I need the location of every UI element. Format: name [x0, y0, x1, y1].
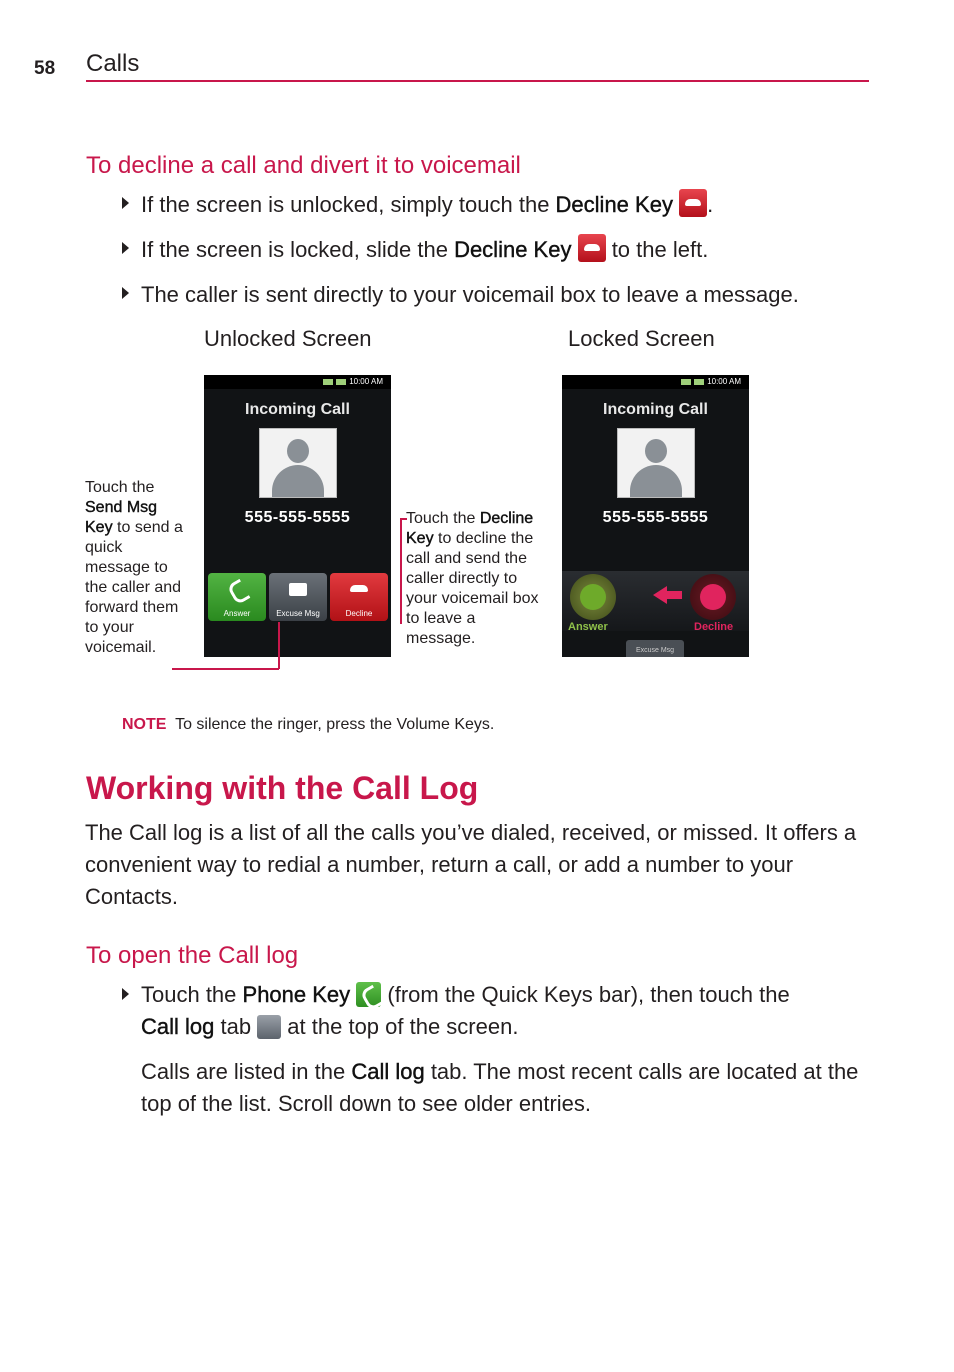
unlocked-screen-screenshot [204, 375, 391, 657]
callout-decline [406, 509, 548, 649]
open-call-log-step [141, 979, 871, 1043]
battery-icon [694, 379, 704, 385]
bullet-arrow-icon [122, 988, 129, 1000]
callout-left-pre: Touch the [85, 479, 155, 496]
step-text-4: at the top of the screen. [281, 1014, 519, 1039]
bullet-2-text: If the screen is locked, slide the [141, 237, 455, 262]
figure-title-locked: Locked Screen [568, 326, 715, 351]
note [122, 716, 494, 734]
caller-number: 555-555-5555 [244, 509, 351, 526]
bullet-3: The caller is sent directly to your voicemail box to leave a message. [141, 282, 799, 307]
incoming-call-label: Incoming Call [245, 401, 350, 418]
page-number: 58 [34, 58, 56, 79]
call-log-tab-icon [257, 1015, 281, 1039]
hang-up-icon [349, 581, 369, 601]
status-time: 10:00 AM [349, 377, 383, 386]
phone-icon [227, 581, 247, 601]
chapter-title: Calls [86, 50, 140, 77]
status-time: 10:00 AM [707, 377, 741, 386]
decline-slider-handle[interactable] [690, 574, 736, 620]
contact-avatar-icon [259, 428, 337, 498]
answer-button[interactable] [208, 573, 266, 621]
call-log-intro: The Call log is a list of all the calls you’ve dialed, received, or missed. It offers a convenient way to redial a number, return a call, or add a number to your Contacts. [85, 820, 857, 909]
slide-left-arrow-stem [666, 591, 682, 599]
status-bar [204, 375, 391, 389]
call-log-term: Call log [141, 1014, 215, 1039]
section-heading-decline: To decline a call and divert it to voicemail [86, 152, 521, 179]
figure-title-unlocked: Unlocked Screen [204, 326, 372, 351]
bullet-2 [141, 234, 708, 266]
step-text-1: Touch the [141, 982, 243, 1007]
section-heading-open-call-log: To open the Call log [86, 942, 299, 969]
locked-screen-screenshot [562, 375, 749, 657]
decline-label: Decline [345, 609, 373, 618]
decline-button[interactable] [330, 573, 388, 621]
message-icon [289, 583, 307, 596]
phone-icon [580, 584, 606, 610]
excuse-msg-tab[interactable]: Excuse Msg [626, 640, 684, 657]
step-text-3: tab [214, 1014, 258, 1039]
answer-label: Answer [223, 609, 251, 618]
note-text: To silence the ringer, press the Volume Keys. [175, 716, 495, 733]
answer-label: Answer [568, 621, 608, 633]
callout-send-msg [85, 478, 185, 658]
bullet-arrow-icon [122, 197, 129, 209]
decline-key-icon [578, 234, 606, 262]
desc-text-2: tab. The most recent calls are located at the top of the list. Scroll down to see older entries. [141, 1059, 859, 1116]
callout-line-left [172, 668, 279, 670]
phone-key-icon [356, 982, 381, 1007]
callout-right-pre: Touch the [406, 510, 476, 527]
header-rule [86, 80, 869, 82]
section-heading-call-log: Working with the Call Log [86, 770, 479, 806]
callout-left-post: to send a quick message to the caller and forward them to your voicemail. [85, 519, 183, 656]
signal-icon [681, 379, 691, 385]
callout-line-left-vertical [278, 622, 280, 669]
send-msg-key-term: Send Msg Key [85, 499, 158, 536]
call-log-term: Call log [351, 1059, 425, 1084]
slide-left-arrow-icon [653, 586, 667, 604]
status-bar [562, 375, 749, 389]
bullet-1-text: If the screen is unlocked, simply touch the [141, 192, 556, 217]
call-log-description [141, 1056, 876, 1120]
decline-label: Decline [694, 621, 734, 633]
decline-key-icon [679, 189, 707, 217]
decline-key-term: Decline Key [406, 510, 534, 547]
bullet-1-end: . [707, 192, 714, 217]
step-text-2: (from the Quick Keys bar), then touch the [381, 982, 790, 1007]
caller-number: 555-555-5555 [602, 509, 709, 526]
battery-icon [336, 379, 346, 385]
callout-bracket [400, 518, 402, 624]
desc-text-1: Calls are listed in the [141, 1059, 352, 1084]
signal-icon [323, 379, 333, 385]
callout-right-post: to decline the call and send the caller directly to your voicemail box to leave a message. [406, 530, 539, 647]
phone-key-term: Phone Key [242, 982, 351, 1007]
excuse-msg-label: Excuse Msg [276, 609, 320, 618]
contact-avatar-icon [617, 428, 695, 498]
bullet-1 [141, 189, 713, 221]
hang-up-icon [700, 584, 726, 610]
bullet-arrow-icon [122, 287, 129, 299]
decline-key-term: Decline Key [555, 192, 673, 217]
bullet-arrow-icon [122, 242, 129, 254]
answer-slider-handle[interactable] [570, 574, 616, 620]
decline-key-term: Decline Key [454, 237, 572, 262]
excuse-msg-button[interactable] [269, 573, 327, 621]
note-label: NOTE [122, 716, 167, 733]
bullet-2-end: to the left. [605, 237, 709, 262]
incoming-call-label: Incoming Call [603, 401, 708, 418]
